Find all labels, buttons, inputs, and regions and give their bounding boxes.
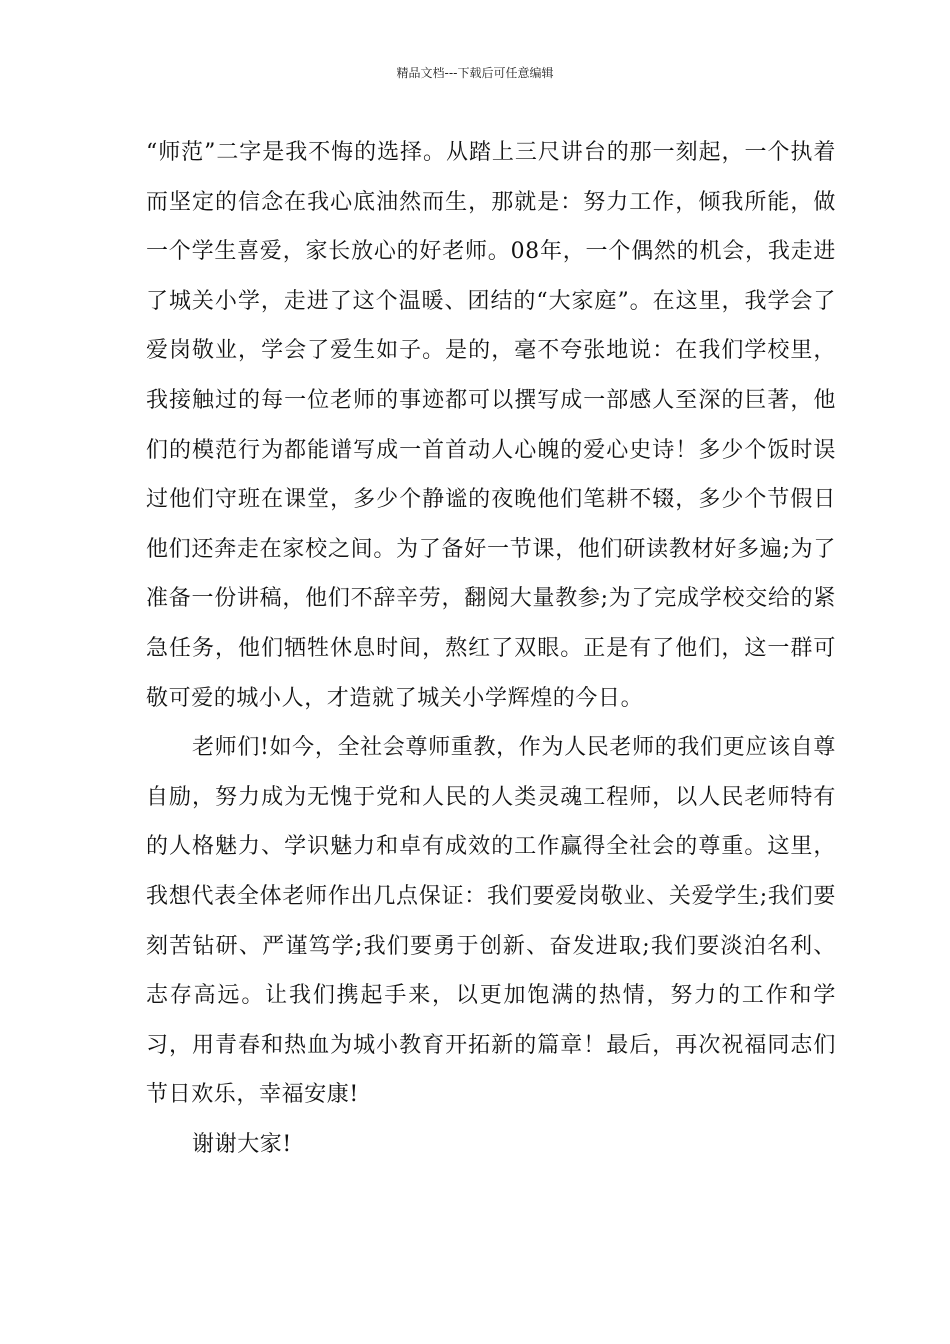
paragraph-continuation: “师范”二字是我不悔的选择。从踏上三尺讲台的那一刻起，一个执着而坚定的信念在我心底油然而生，那就是：努力工作，倾我所能，做一个学生喜爱，家长放心的好老师。08年，一个偶然的机会，我走进了城关小学，走进了这个温暖、团结的“大家庭”。在这里，我学会了爱岗敬业，学会了爱生如子。是的，毫不夸张地说：在我们学校里，我接触过的每一位老师的事迹都可以撰写成一部感人至深的巨著，他们的模范行为都能谱写成一首首动人心魄的爱心史诗！多少个饭时误过他们守班在课堂，多少个静谧的夜晚他们笔耕不辍，多少个节假日他们还奔走在家校之间。为了备好一节课，他们研读教材好多遍;为了准备一份讲稿，他们不辞辛劳，翻阅大量教参;为了完成学校交给的紧急任务，他们牺牲休息时间，熬红了双眼。正是有了他们，这一群可敬可爱的城小人，才造就了城关小学辉煌的今日。 xyxy=(146,140,836,711)
document-body xyxy=(146,128,836,1169)
paragraph-thanks: 谢谢大家! xyxy=(192,1131,292,1157)
paragraph-teachers: 老师们!如今，全社会尊师重教，作为人民老师的我们更应该自尊自励，努力成为无愧于党和人民的人类灵魂工程师，以人民老师特有的人格魅力、学识魅力和卓有成效的工作赢得全社会的尊重。这里，我想代表全体老师作出几点保证：我们要爱岗敬业、关爱学生;我们要刻苦钻研、严谨笃学;我们要勇于创新、奋发进取;我们要淡泊名利、志存高远。让我们携起手来，以更加饱满的热情，努力的工作和学习，用青春和热血为城小教育开拓新的篇章！最后，再次祝福同志们节日欢乐，幸福安康! xyxy=(146,735,836,1108)
page-header: 精品文档---下载后可任意编辑 xyxy=(396,66,554,80)
